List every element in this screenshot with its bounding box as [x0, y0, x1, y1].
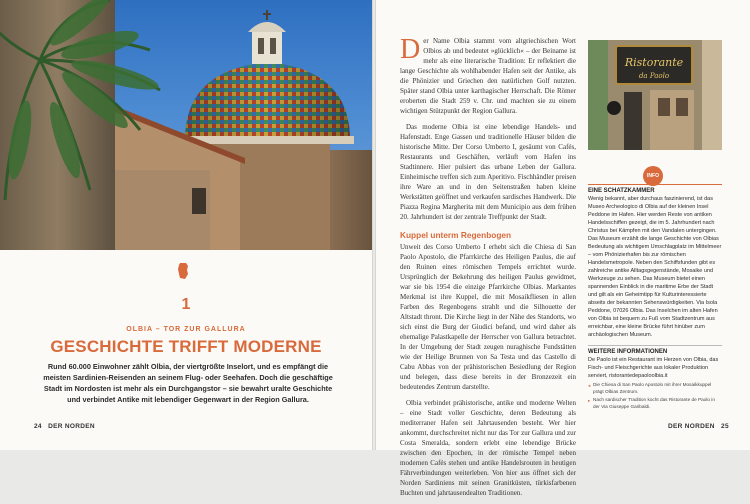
folio-right	[668, 423, 729, 430]
folio-left	[34, 423, 95, 430]
chapter-lead: Rund 60.000 Einwohner zählt Olbia, der viertgrößte Inselort, und es empfängt die meisten Sardinien-Reisenden an seinem Flug- oder Seehafen. Doch die geschäftige Stadt im Nordosten ist mehr als ein Durchgangstor – sie bewahrt uralte Geschichte und verbindet Antike mit lebendiger Gegenwart in der Region Gallura.	[43, 362, 333, 404]
chapter-kicker: OLBIA – TOR ZUR GALLURA	[126, 326, 246, 333]
paragraph-3: Unweit des Corso Umberto I erhebt sich die Chiesa di San Paolo Apostolo, die Pfarrkirche des Heiligen Paulus, die auf den Ruinen eines römischen Tempels errichtet wurde. Ursprünglich der Bekehrung des heiligen Paulus gewidmet, war sie bis 1954 die einzige Pfarrkirche Olbias. Markantes Merkmal ist ihre Kuppel, die mit Mosaikfliesen in allen Farben des Regenbogens strahlt und die Silhouette der Altstadt thront. Die Kirche liegt in der Nähe des Standorts, wo sich einst die Burg der Giudici befand, und wird daher als ehemalige Palastkapelle der Herrscher von Gallura betrachtet. In der Umgebung der Stadt zeugen nuraghische Fundstätten wie der Heilige Brunnen von Sa Testa und das Castello di Cabu Abbas von der prähistorischen Besiedlung der Region und belegen, dass diese bereits in der Bronzezeit ein bedeutendes Zentrum darstellte.	[400, 243, 576, 391]
chapter-title: GESCHICHTE TRIFFT MODERNE	[50, 337, 322, 356]
info-badge: INFO	[643, 166, 663, 186]
sardinia-map-icon	[176, 262, 190, 280]
page-number-right: 25	[721, 423, 729, 430]
section-label-left: DER NORDEN	[48, 423, 95, 430]
caption-2: ▸ Nach sardischer Tradition kocht das Ristorante de Paolo in der Via Giuseppe Garibaldi.	[588, 397, 715, 409]
drop-cap: D	[400, 34, 421, 65]
sign-text: Ristorante	[624, 56, 684, 69]
chapter-number: 1	[181, 296, 191, 313]
section-label-right: DER NORDEN	[668, 423, 715, 430]
section-subhead: Kuppel unterm Regenbogen	[400, 230, 512, 240]
info-heading: EINE SCHATZKAMMER	[588, 184, 722, 194]
info-box	[588, 170, 722, 381]
photo-captions	[588, 382, 722, 412]
paragraph-1: er Name Olbia stammt vom altgriechischen Wort Olbios ab und bedeutet »glücklich« – der Beiname ist mehr als eine literarische Tradition: Er reflektiert die lange Geschichte als wohlhabender Hafen seit der Antike, als die Phönizier und Griechen den natürlichen Golf nutzten. Später stand Olbia unter karthagischer Herrschaft. Die Römer eroberten die Stadt 259 v. Chr. und machten sie zu einem wichtigen Stützpunkt der Region Gallura.	[400, 37, 576, 115]
sign-subtext: da Paolo	[638, 72, 670, 80]
caption-1: ◂ Die Chiesa di San Paolo Apostolo mit ihrer Mosaikkuppel prägt Olbias Zentrum.	[588, 382, 712, 394]
left-page	[0, 0, 372, 450]
page-number-left: 24	[34, 423, 42, 430]
church-dome-illustration	[0, 0, 372, 250]
info-text: Wenig bekannt, aber durchaus faszinierend, ist das Museo Archeologico di Olbia auf der kleinen Insel Peddone im Hafen. Hier werden Reste von antiken Handelsschiffen gezeigt, die im 5. Jahrhundert nach Christus bei Kämpfen mit den Vandalen untergingen. Das Museum erzählt die lange Geschichte von Olbias Bedeutung als wichtigem Umschlagplatz im Mittelmeer – vom Phönizierhafen bis zur römischen Handelsmetropole. Neben den Schiffsfunden gibt es zahlreiche antike Alltagsgegenstände, Mosaike und Werkzeuge zu sehen. Das Museum bietet einen spannenden Einblick in die maritime Erbe der Stadt und gilt als ein Geheimtipp für Kulturinteressierte abseits der bekannten Sehenswürdigkeiten. Via Isola Peddone, 07026 Olbia. Das Inselchen im alten Hafen von Olbia ist bequem zu Fuß vom Stadtzentrum aus erreichbar, eine kleine Brücke führt hinüber zum archäologischen Museum.	[588, 196, 722, 338]
info2-heading: WEITERE INFORMATIONEN	[588, 345, 722, 355]
main-text-column	[400, 36, 576, 504]
caption-marker-icon: ▸	[588, 398, 591, 403]
info2-text: De Paolo ist ein Restaurant im Herzen von Olbia, das Fisch- und Fleischgerichte aus lokaler Produktion serviert, ristorantedepaoloolbia.it	[588, 357, 719, 379]
paragraph-4: Olbia verbindet prähistorische, antike und moderne Welten – eine Stadt voller Geschichte, deren Bedeutung als mediterraner Hafen seit Jahrtausenden besteht. Wer hier ankommt, durchschreitet nicht nur das Tor zur Gallura und zur Costa Smeralda, sondern erlebt eine lebendige Brücke zwischen den Epochen, in der römische Tempel neben modernen Cafés stehen und antike Handelsrouten in heutigen Fährverbindungen weiterleben. Von hier aus öffnet sich der Norden Sardiniens mit seinen Granitküsten, türkisfarbenen Buchten und jahrtausendealten Traditionen.	[400, 399, 576, 497]
paragraph-2: Das moderne Olbia ist eine lebendige Handels- und Hafenstadt. Enge Gassen und traditionelle Häuser bilden die historische Mitte. Der Corso Umberto I, gesäumt von Cafés, Restaurants und Geschäften, verläuft vom Hafen ins Stadtinnere. Hier pulsiert das urbane Leben der Gallura. Einheimische treffen sich zum Aperitivo. Fischhändler preisen ihre Ware an und in den Seitenstraßen haben kleine Werkstätten geöffnet und verkaufen sardisches Handwerk. Die Piazza Regina Margherita mit dem Municipio aus dem frühen 20. Jahrhundert ist der zentrale Treffpunkt der Stadt.	[400, 123, 576, 221]
church-dome-photo	[0, 0, 372, 250]
restaurant-sign-illustration	[588, 40, 722, 150]
restaurant-photo	[588, 40, 722, 150]
caption-marker-icon: ◂	[588, 383, 591, 388]
